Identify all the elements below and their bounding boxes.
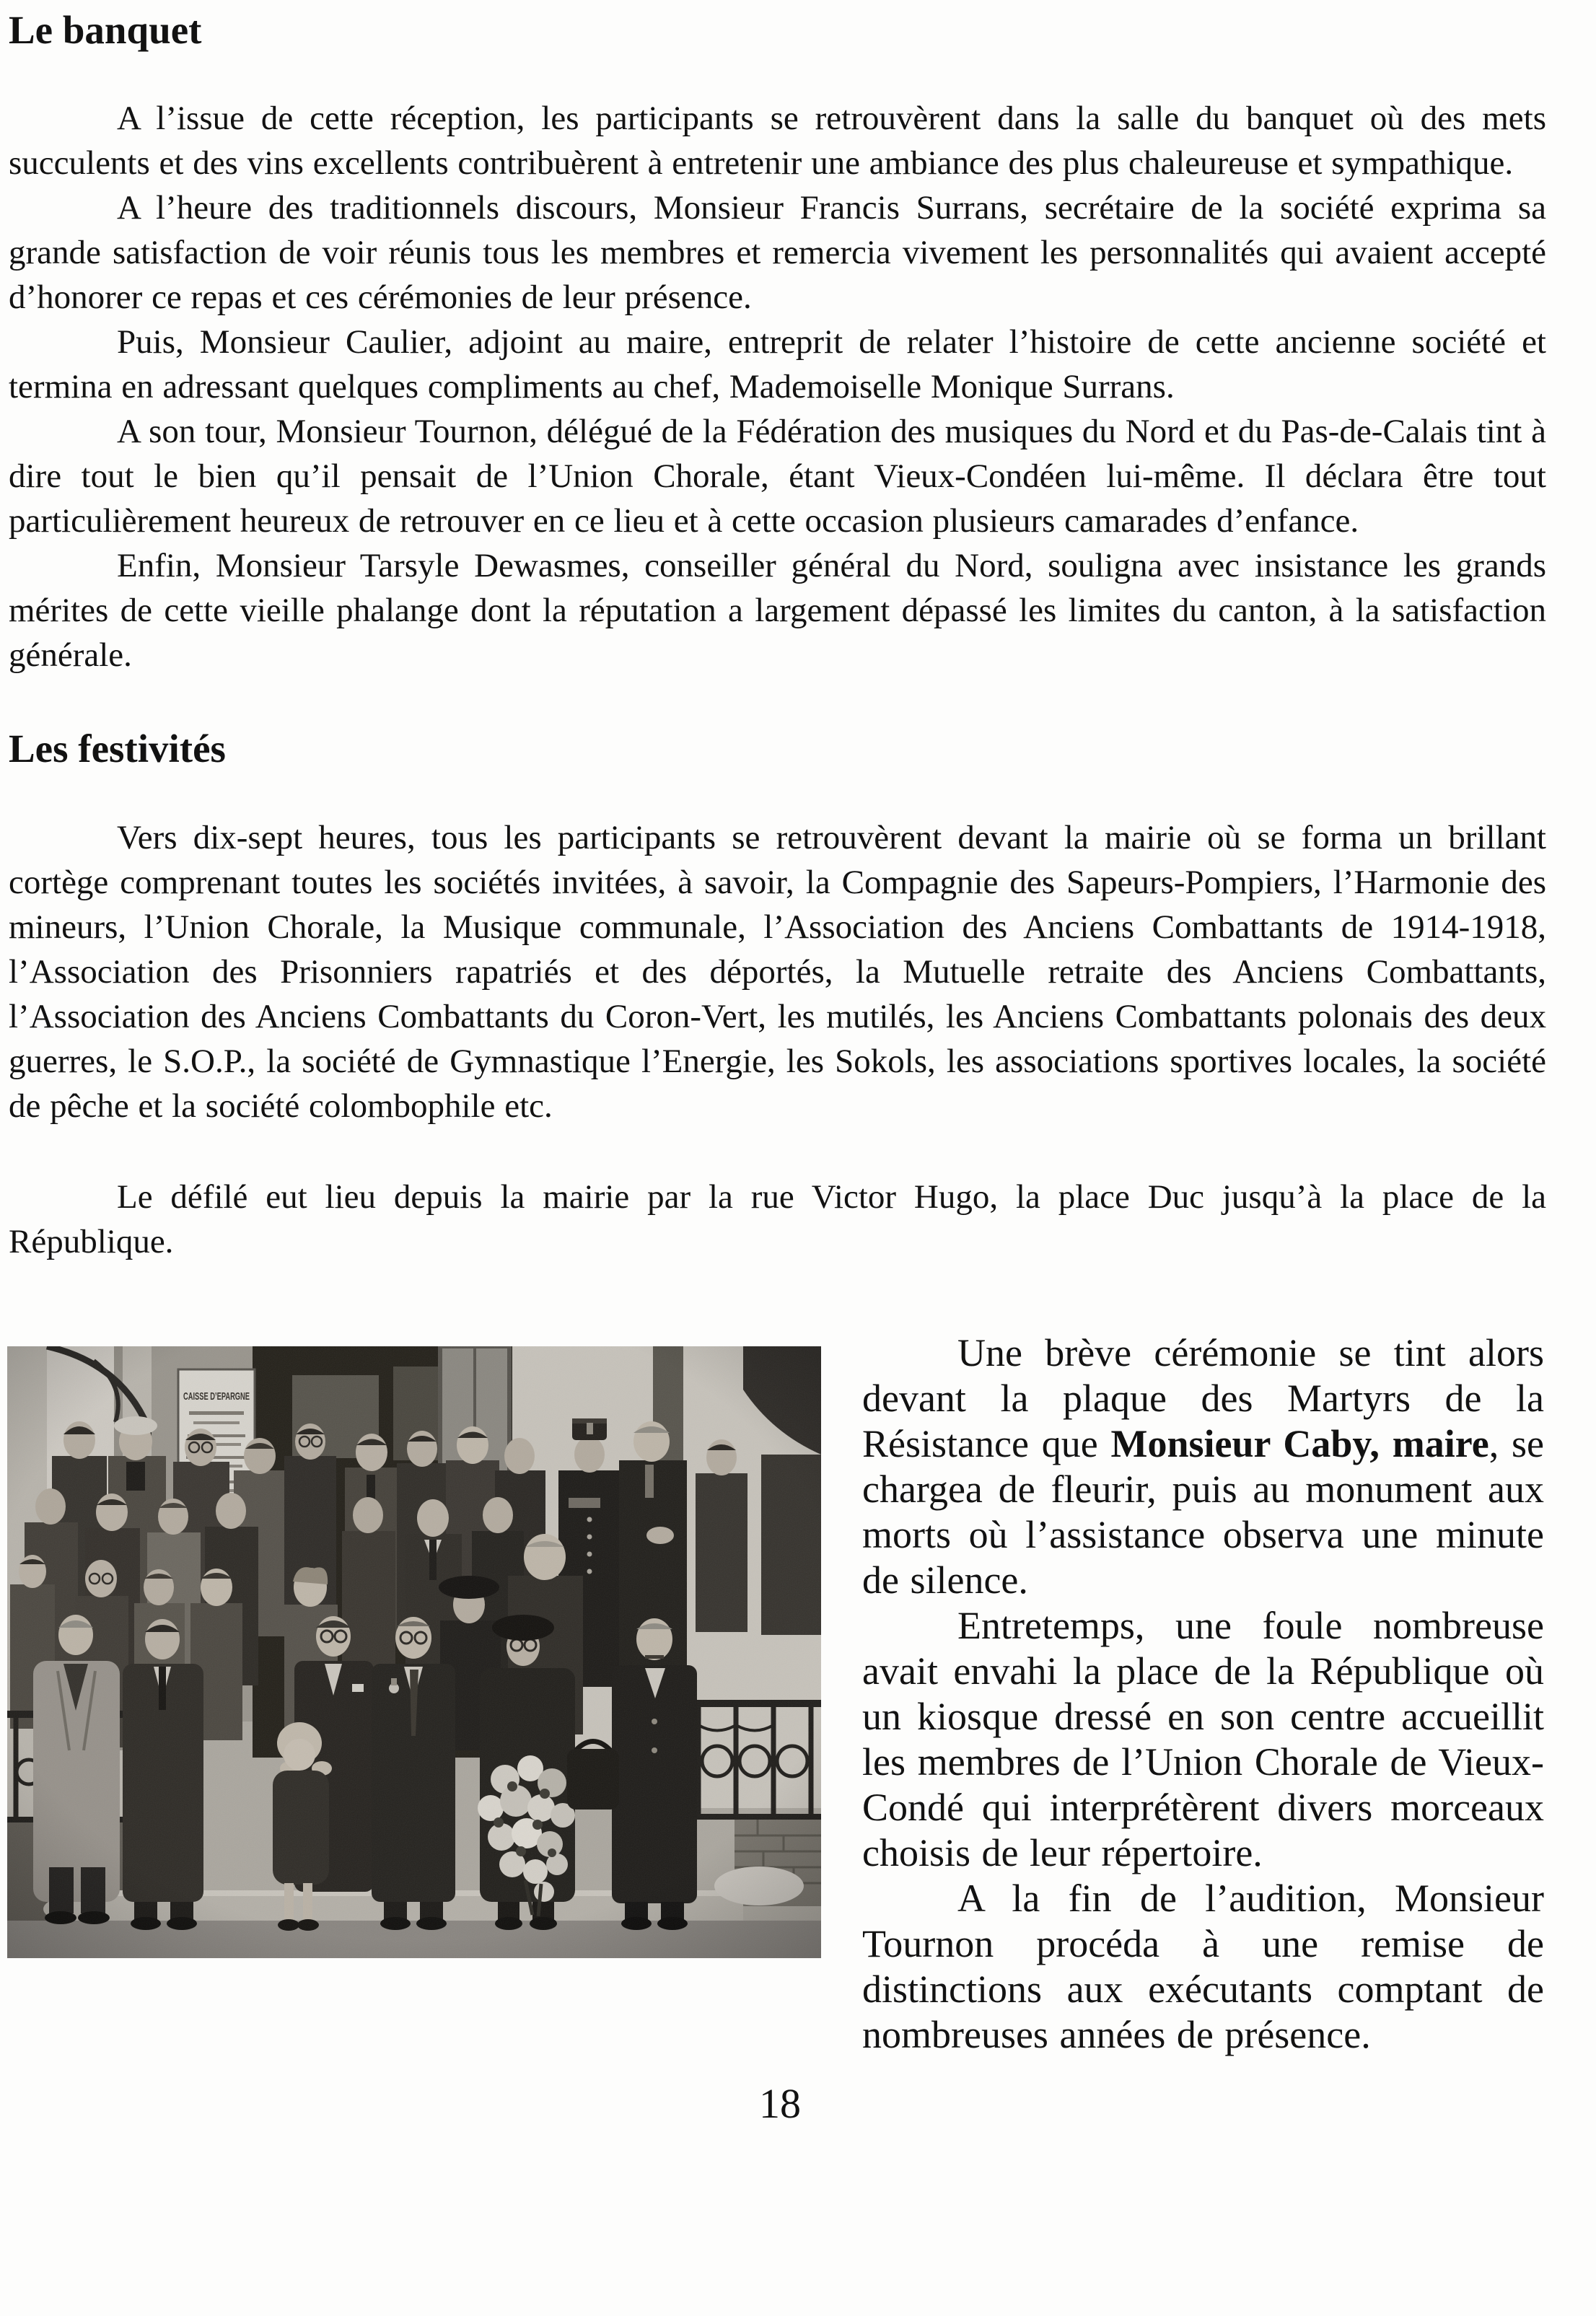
paragraph: Enfin, Monsieur Tarsyle Dewasmes, conseiller général du Nord, souligna avec insistance les grands mérites de cette vieille phalange dont la réputation a largement dépassé les limites du canton, à la satisfaction générale.	[9, 547, 1546, 674]
paragraph: Puis, Monsieur Caulier, adjoint au maire, entreprit de relater l’histoire de cette ancienne société et termina en adressant quelques compliments au chef, Mademoiselle Monique Surrans.	[9, 323, 1546, 405]
photo-and-text-row	[0, 1331, 1596, 2058]
paragraph-text: Une brève cérémonie se tint alors devant la plaque des Martyrs de la Résistance que	[862, 1331, 1544, 1465]
paragraph: A la fin de l’audition, Monsieur Tournon procéda à une remise de distinctions aux exécutants comptant de nombreuses années de présence.	[862, 1877, 1544, 2056]
paragraph: Le défilé eut lieu depuis la mairie par la rue Victor Hugo, la place Duc jusqu’à la place de la République.	[9, 1178, 1546, 1260]
photo-side-column	[862, 1330, 1544, 2058]
paragraph: Entretemps, une foule nombreuse avait envahi la place de la République où un kiosque dressé en son centre accueillit les membres de l’Union Chorale de Vieux-Condé qui interprétèrent divers morceaux choisis de leur répertoire.	[862, 1604, 1544, 1874]
bold-name-caby: Monsieur Caby, maire	[1110, 1422, 1489, 1465]
paragraph	[862, 1330, 1544, 1603]
paragraph: Vers dix-sept heures, tous les participants se retrouvèrent devant la mairie où se forma un brillant cortège comprenant toutes les sociétés invitées, à savoir, la Compagnie des Sapeurs-Pompiers, l’Harmonie des mineurs, l’Union Chorale, la Musique communale, l’Association des Anciens Combattants de 1914-1918, l’Association des Prisonniers rapatriés et des déportés, la Mutuelle retraite des Anciens Combattants, l’Association des Anciens Combattants du Coron-Vert, les mutilés, les Anciens Combattants polonais des deux guerres, le S.O.P., la société de Gymnastique l’Energie, les Sokols, les associations sportives locales, la société de pêche et la société colombophile etc.	[9, 819, 1546, 1125]
paragraph: A l’issue de cette réception, les participants se retrouvèrent dans la salle du banquet où des mets succulents et des vins excellents contribuèrent à entretenir une ambiance des plus chaleureuse et sympathique.	[9, 100, 1546, 182]
paragraph-text: , se chargea de fleurir, puis au monument aux morts où l’assistance observa une minute de silence.	[862, 1422, 1544, 1602]
vignette	[7, 1346, 821, 1958]
paragraph: A l’heure des traditionnels discours, Monsieur Francis Surrans, secrétaire de la société exprima sa grande satisfaction de voir réunis tous les membres et remercia vivement les personnalités qui avaient accepté d’honorer ce repas et ces cérémonies de leur présence.	[9, 189, 1546, 316]
section-heading-les-festivites: Les festivités	[9, 727, 226, 771]
section-le-banquet	[9, 96, 1546, 677]
section-les-festivites	[9, 815, 1546, 1264]
section-heading-le-banquet: Le banquet	[9, 8, 202, 52]
group-photo	[7, 1346, 821, 1958]
paragraph: A son tour, Monsieur Tournon, délégué de la Fédération des musiques du Nord et du Pas-de-Calais tint à dire tout le bien qu’il pensait de l’Union Chorale, étant Vieux-Condéen lui-même. Il déclara être tout particulièrement heureux de retrouver en ce lieu et à cette occasion plusieurs camarades d’enfance.	[9, 413, 1546, 540]
page-number: 18	[759, 2080, 801, 2127]
